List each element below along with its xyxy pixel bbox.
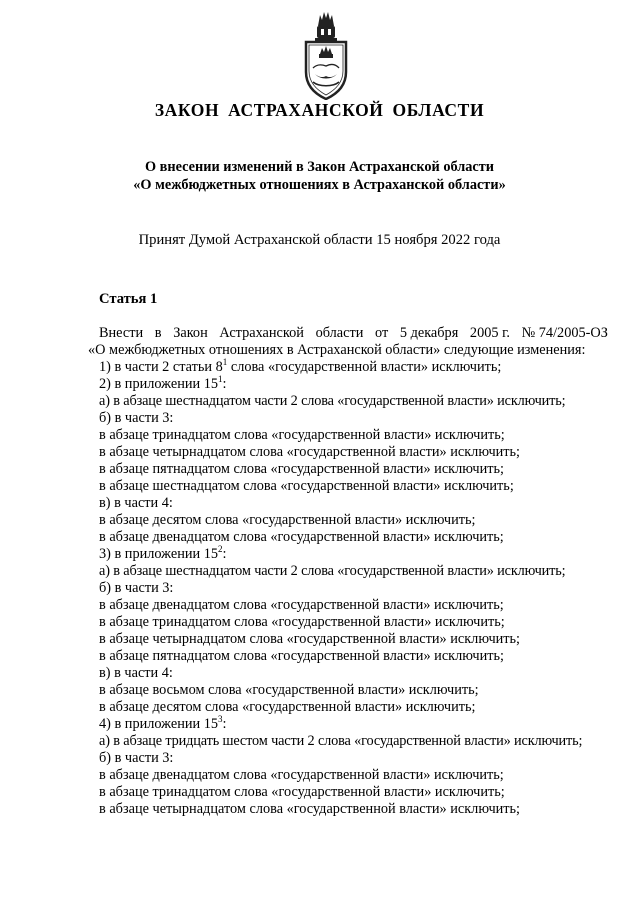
amendment-line bbox=[99, 376, 608, 393]
article-heading: Статья 1 bbox=[99, 291, 158, 307]
intro-line: «О межбюджетных отношениях в Астраханской области» следующие изменения: bbox=[88, 342, 586, 358]
amendment-text: в абзаце двенадцатом слова «государственной власти» исключить; bbox=[99, 529, 504, 545]
amendment-line bbox=[99, 784, 608, 801]
amendment-line bbox=[99, 546, 608, 563]
amendment-text: в абзаце четырнадцатом слова «государственной власти» исключить; bbox=[99, 631, 521, 647]
amendment-text-tail: : bbox=[222, 546, 227, 562]
amendment-text: в абзаце восьмом слова «государственной власти» исключить; bbox=[99, 682, 479, 698]
intro-word: Закон bbox=[173, 325, 208, 341]
amendment-text: в абзаце тринадцатом слова «государственной власти» исключить; bbox=[99, 427, 505, 443]
amendment-line bbox=[99, 529, 608, 546]
amendment-line bbox=[99, 665, 608, 682]
amendment-line bbox=[99, 461, 608, 478]
intro-word: от bbox=[375, 325, 389, 341]
amendment-line bbox=[99, 801, 608, 818]
coat-of-arms-icon bbox=[303, 10, 349, 100]
amendment-line bbox=[99, 580, 608, 597]
amendment-line bbox=[99, 716, 608, 733]
amendment-line bbox=[99, 750, 608, 767]
amendment-line bbox=[99, 427, 608, 444]
amendment-list bbox=[88, 359, 608, 818]
amendment-text: в абзаце тринадцатом слова «государственной власти» исключить; bbox=[99, 784, 505, 800]
amendment-line bbox=[99, 495, 608, 512]
law-title: ЗАКОН АСТРАХАНСКОЙ ОБЛАСТИ bbox=[154, 100, 485, 120]
amendment-line bbox=[99, 597, 608, 614]
intro-word: области bbox=[315, 325, 364, 341]
amendment-text: в абзаце четырнадцатом слова «государственной власти» исключить; bbox=[99, 444, 521, 460]
amendment-text: в) в части 4: bbox=[99, 665, 173, 681]
superscript-index: 3 bbox=[218, 714, 223, 724]
subtitle-line: «О межбюджетных отношениях в Астраханской области» bbox=[133, 177, 506, 193]
amendment-line bbox=[99, 393, 608, 410]
amendment-text: в абзаце десятом слова «государственной власти» исключить; bbox=[99, 512, 476, 528]
superscript-index: 1 bbox=[222, 357, 228, 367]
amendment-text: в) в части 4: bbox=[99, 495, 173, 511]
intro-line bbox=[88, 325, 608, 342]
amendment-line bbox=[99, 648, 608, 665]
intro-word: 5 декабря bbox=[399, 325, 459, 341]
amendment-text: в абзаце пятнадцатом слова «государственной власти» исключить; bbox=[99, 461, 504, 477]
amendment-text: в абзаце двенадцатом слова «государственной власти» исключить; bbox=[99, 767, 504, 783]
amendment-line bbox=[99, 410, 608, 427]
amendment-text: 1) в части 2 статьи 8 bbox=[99, 359, 223, 375]
amendment-text-tail: слова «государственной власти» исключить; bbox=[227, 359, 502, 375]
amendment-text: в абзаце шестнадцатом слова «государственной власти» исключить; bbox=[99, 478, 514, 494]
intro-word: Астраханской bbox=[219, 325, 304, 341]
amendment-text: 2) в приложении 15 bbox=[99, 376, 219, 392]
intro-word: Внести bbox=[99, 325, 144, 341]
superscript-index: 2 bbox=[218, 544, 223, 554]
amendment-line bbox=[99, 478, 608, 495]
amendment-text: б) в части 3: bbox=[99, 750, 174, 766]
amendment-text: а) в абзаце тридцать шестом части 2 слова «государственной власти» исключить; bbox=[99, 733, 583, 749]
amendment-text: б) в части 3: bbox=[99, 580, 174, 596]
amendment-text: 3) в приложении 15 bbox=[99, 546, 219, 562]
amendment-line bbox=[99, 614, 608, 631]
amendment-text-tail: : bbox=[222, 376, 227, 392]
intro-word: 2005 г. bbox=[469, 325, 510, 341]
law-subtitle bbox=[0, 158, 639, 194]
amendment-line bbox=[99, 682, 608, 699]
adoption-statement: Принят Думой Астраханской области 15 ноября 2022 года bbox=[138, 232, 501, 248]
amendment-text: а) в абзаце шестнадцатом части 2 слова «государственной власти» исключить; bbox=[99, 393, 566, 409]
amendment-line bbox=[99, 767, 608, 784]
amendment-text: б) в части 3: bbox=[99, 410, 174, 426]
intro-word: № 74/2005-ОЗ bbox=[521, 325, 608, 341]
amendment-text: а) в абзаце шестнадцатом части 2 слова «государственной власти» исключить; bbox=[99, 563, 566, 579]
amendment-text-tail: : bbox=[222, 716, 227, 732]
amendment-line bbox=[99, 359, 608, 376]
amendment-text: в абзаце четырнадцатом слова «государственной власти» исключить; bbox=[99, 801, 521, 817]
amendment-text: 4) в приложении 15 bbox=[99, 716, 219, 732]
amendment-text: в абзаце десятом слова «государственной власти» исключить; bbox=[99, 699, 476, 715]
amendment-line bbox=[99, 512, 608, 529]
amendment-line bbox=[99, 733, 608, 750]
amendment-text: в абзаце пятнадцатом слова «государственной власти» исключить; bbox=[99, 648, 504, 664]
article-body bbox=[88, 325, 608, 818]
amendment-line bbox=[99, 563, 608, 580]
amendment-text: в абзаце двенадцатом слова «государственной власти» исключить; bbox=[99, 597, 504, 613]
amendment-line bbox=[99, 631, 608, 648]
subtitle-line: О внесении изменений в Закон Астраханской области bbox=[144, 159, 495, 175]
intro-word: в bbox=[154, 325, 162, 341]
amendment-line bbox=[99, 699, 608, 716]
superscript-index: 1 bbox=[218, 374, 223, 384]
amendment-text: в абзаце тринадцатом слова «государственной власти» исключить; bbox=[99, 614, 505, 630]
amendment-line bbox=[99, 444, 608, 461]
